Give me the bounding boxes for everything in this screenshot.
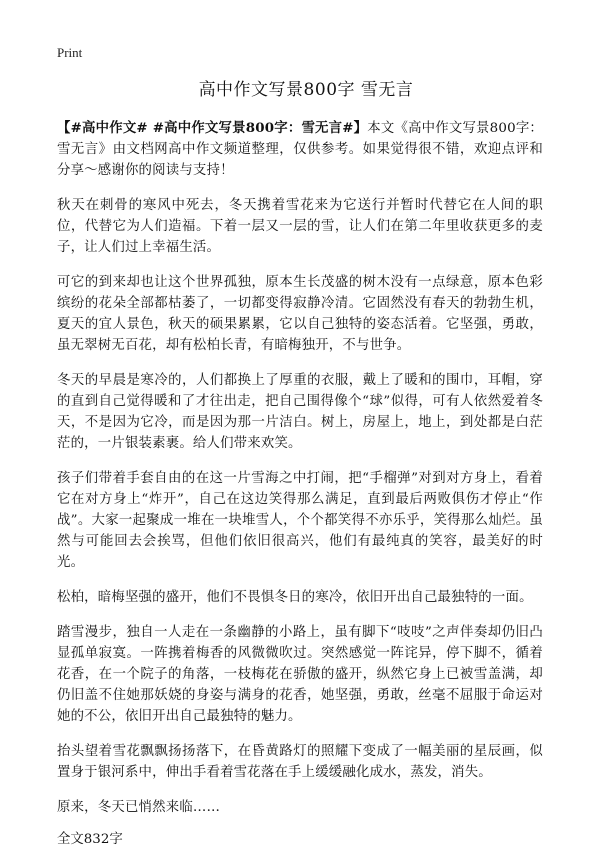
paragraph-2: 可它的到来却也让这个世界孤独，原本生长茂盛的树木没有一点绿意，原本色彩缤纷的花朵全部都枯萎了，一切都变得寂静冷清。它固然没有春天的勃勃生机，夏天的宜人景色，秋天的硕果累累，它以自己独特的姿态活着。它坚强，勇敢，虽无翠树无百花，却有松柏长青，有暗梅独开，不与世争。 [57, 275, 543, 353]
article-intro [57, 118, 543, 181]
paragraph-6: 踏雪漫步，独自一人走在一条幽静的小路上，虽有脚下“吱吱”之声伴奏却仍旧凸显孤单寂寞。一阵携着梅香的风微微吹过。突然感觉一阵诧异，停下脚不，循着花香，在一个院子的角落，一枝梅花在骄傲的盛开，纵然它身上已被雪盖满，却仍旧盖不住她那妖娆的身姿与满身的花香，她坚强，勇敢，丝毫不屈服于命运对她的不公，依旧开出自己最独特的魅力。 [57, 625, 543, 724]
intro-text: 本文《高中作文写景800字：雪无言》由文档网高中作文频道整理，仅供参考。如果觉得很不错，欢迎点评和分享～感谢你的阅读与支持！ [57, 121, 544, 178]
article-title: 高中作文写景800字 雪无言 [198, 80, 414, 100]
intro-tags: 【#高中作文# #高中作文写景800字：雪无言#】 [57, 120, 368, 136]
paragraph-3: 冬天的早晨是寒冷的，人们都换上了厚重的衣服，戴上了暖和的围巾，耳帽，穿的直到自己觉得暖和了才往出走，把自己围得像个“球”似得，可有人依然爱着冬天，不是因为它冷，而是因为那一片洁白。树上，房屋上，地上，到处都是白茫茫的，一片银装素裹。给人们带来欢笑。 [57, 373, 543, 451]
print-link[interactable]: Print [57, 45, 83, 60]
paragraph-4: 孩子们带着手套自由的在这一片雪海之中打闹，把“手榴弹”对到对方身上，看着它在对方身上“炸开”，自己在这边笑得那么满足，直到最后两败俱伤才停止“作战”。大家一起聚成一堆在一块堆雪人，个个都笑得不亦乐乎，笑得那么灿烂。虽然与可能回去会挨骂，但他们依旧很高兴，他们有最纯真的笑容，最美好的时光。 [57, 471, 543, 570]
paragraph-1: 秋天在刺骨的寒风中死去，冬天携着雪花来为它送行并暂时代替它在人间的职位，代替它为人们造福。下着一层又一层的雪，让人们在第二年里收获更多的麦子，让人们过上幸福生活。 [57, 198, 543, 255]
paragraph-5: 松柏，暗梅坚强的盛开，他们不畏惧冬日的寒冷，依旧开出自己最独特的一面。 [57, 590, 533, 605]
ending-line: 原来，冬天已悄然来临…… [57, 800, 221, 815]
article [57, 78, 543, 850]
word-count: 全文832字 [57, 832, 123, 847]
paragraph-7: 抬头望着雪花飘飘扬扬落下，在昏黄路灯的照耀下变成了一幅美丽的星辰画，似置身于银河系中，伸出手看着雪花落在手上缓缓融化成水，蒸发，消失。 [57, 744, 543, 780]
